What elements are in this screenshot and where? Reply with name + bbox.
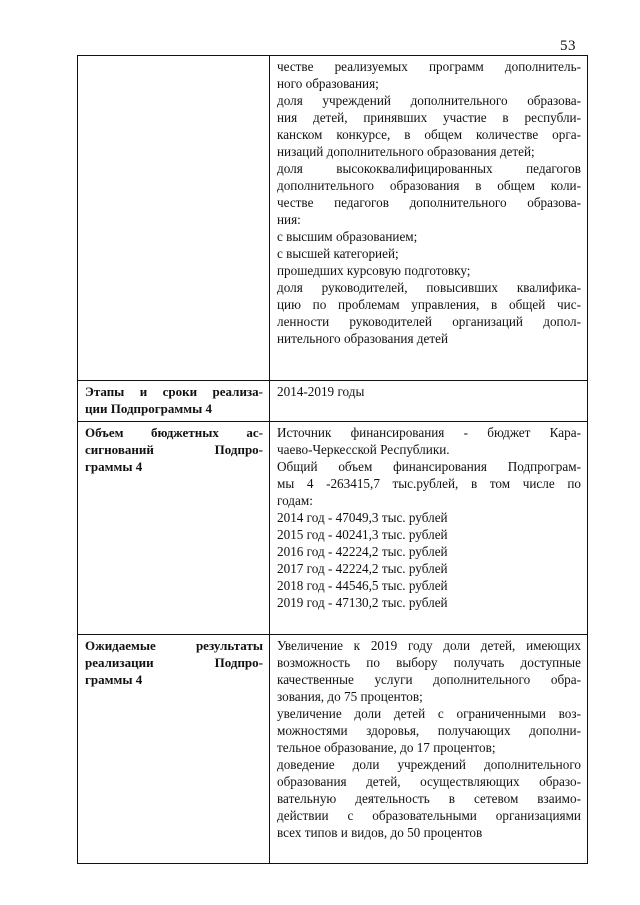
budget-value-cell [270,422,588,635]
text-line: с высшей категорией; [277,246,399,261]
results-value-cell [270,635,588,864]
text-line: канском конкурсе, в общем количестве орга- [277,127,581,142]
label-line: Ожидаемые результаты [85,638,263,653]
text-line: низаций дополнительного образования детей; [277,144,535,159]
text-line: тельное образование, до 17 процентов; [277,740,496,755]
text-line: доля руководителей, повысивших квалифика- [277,280,581,295]
budget-year-line: 2017 год - 42224,2 тыс. рублей [277,561,448,576]
label-line: Этапы и сроки реализа- [85,384,263,399]
budget-year-line: 2016 год - 42224,2 тыс. рублей [277,544,448,559]
text-line: качественные услуги дополнительного обра- [277,672,581,687]
text-line: Общий объем финансирования Подпрограм- [277,459,581,474]
indicators-cell [270,56,588,381]
text-line: вательную деятельность в сетевом взаимо- [277,791,581,806]
text-line: можностями здоровья, получающих дополни- [277,723,581,738]
text-line: чаево-Черкесской Республики. [277,442,450,457]
text-line: Увеличение к 2019 году доли детей, имеющих [277,638,581,653]
text-line: цию по проблемам управления, в общей чис- [277,297,581,312]
text-line: с высшим образованием; [277,229,418,244]
text-line: доля учреждений дополнительного образова- [277,93,581,108]
text-line: действии с образовательными организациями [277,808,581,823]
text-line: честве педагогов дополнительного образова- [277,195,581,210]
label-line: ции Подпрограммы 4 [85,401,212,416]
text-line: нительного образования детей [277,331,449,346]
stages-label-cell [78,381,270,422]
text-line: ленности руководителей организаций допол- [277,314,581,329]
text-line: доведение доли учреждений дополнительного [277,757,581,772]
budget-year-line: 2019 год - 47130,2 тыс. рублей [277,595,448,610]
page-number: 53 [560,38,576,54]
stages-value: 2014-2019 годы [277,384,365,399]
passport-table [77,55,588,864]
budget-label-cell [78,422,270,635]
table-row-results [78,635,588,864]
text-line: всех типов и видов, до 50 процентов [277,825,483,840]
label-line: Объем бюджетных ас- [85,425,263,440]
text-line: образования детей, осуществляющих образо- [277,774,581,789]
table-row-stages [78,381,588,422]
text-line: возможность по выбору получать доступные [277,655,581,670]
table-row-continued [78,56,588,381]
results-label-cell [78,635,270,864]
label-line: граммы 4 [85,459,143,474]
text-line: прошедших курсовую подготовку; [277,263,471,278]
label-line: сигнований Подпро- [85,442,263,457]
budget-year-line: 2015 год - 40241,3 тыс. рублей [277,527,448,542]
label-cell-empty [78,56,270,381]
text-line: годам: [277,493,313,508]
text-line: увеличение доли детей с ограниченными воз- [277,706,581,721]
text-line: зования, до 75 процентов; [277,689,423,704]
text-line: доля высококвалифицированных педагогов [277,161,581,176]
text-line: ного образования; [277,76,379,91]
text-line: ния детей, принявших участие в республи- [277,110,581,125]
budget-year-line: 2014 год - 47049,3 тыс. рублей [277,510,448,525]
text-line: мы 4 -263415,7 тыс.рублей, в том числе по [277,476,581,491]
table-row-budget [78,422,588,635]
stages-value-cell [270,381,588,422]
label-line: граммы 4 [85,672,143,687]
text-line: честве реализуемых программ дополнитель- [277,59,581,74]
text-line: дополнительного образования в общем коли- [277,178,581,193]
text-line: Источник финансирования - бюджет Кара- [277,425,581,440]
text-line: ния: [277,212,301,227]
label-line: реализации Подпро- [85,655,263,670]
budget-year-line: 2018 год - 44546,5 тыс. рублей [277,578,448,593]
